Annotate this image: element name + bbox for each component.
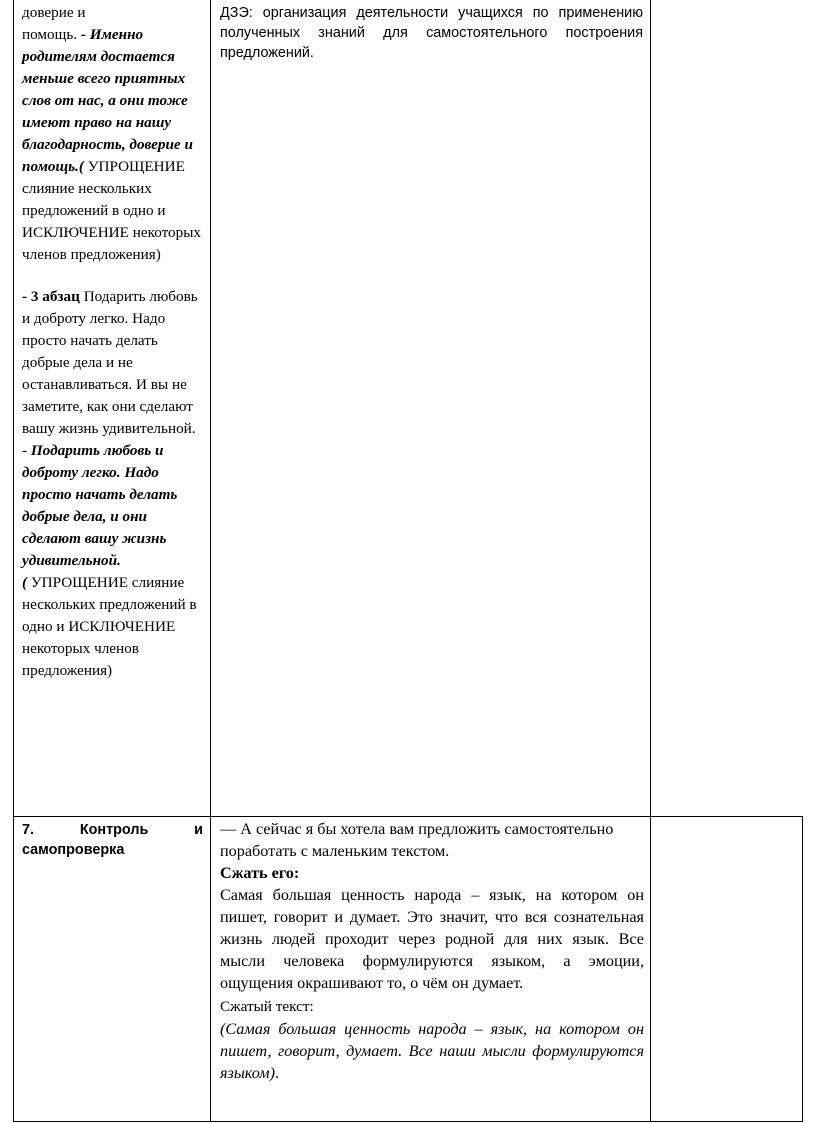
intro-text: доверие и xyxy=(22,4,86,21)
stage-number: 7. xyxy=(22,822,35,838)
compressed-end: . xyxy=(274,1064,280,1082)
paragraph-3 xyxy=(22,286,206,682)
left-border-upper xyxy=(13,0,14,816)
compressed-sentence-1: - Именно родителям достается меньше всего приятных слов от нас, а они тоже имеют право на нашу благодарность, доверие и помощь.( xyxy=(22,26,193,175)
left-border-lower xyxy=(13,816,14,1122)
column-divider-2-upper xyxy=(650,0,651,816)
upper-left-cell xyxy=(22,2,206,682)
task-intro: — А сейчас я бы хотела вам предложить самостоятельно поработать с маленьким текстом. xyxy=(220,820,614,860)
task-heading: Сжать его: xyxy=(220,864,300,882)
upper-right-cell xyxy=(220,3,643,63)
open-paren: ( xyxy=(22,574,28,591)
simplification-note-2: УПРОЩЕНИЕ слияние нескольких предложений в одно и ИСКЛЮЧЕНИЕ некоторых членов предложения) xyxy=(22,574,197,679)
bottom-border xyxy=(13,1121,803,1122)
compressed-sentence-2: Подарить любовь и доброту легко. Надо просто начать делать добрые дела, и они сделают вашу жизнь удивительной. xyxy=(22,442,178,569)
paragraph-3-dash: - xyxy=(22,442,31,459)
compressed-label: Сжатый текст: xyxy=(220,998,314,1015)
intro-text-2: помощь. xyxy=(22,26,81,43)
stage-word-and: и xyxy=(194,822,203,838)
row-divider xyxy=(13,816,803,817)
source-text: Самая большая ценность народа – язык, на котором он пишет, говорит и думает. Это значит, что вся сознательная жизнь людей проходит через родной для них язык. Все мысли человека формулируются языком, а эмоции, ощущения окрашивают то, о чём он думает. xyxy=(220,886,644,992)
paragraph-3-label: - 3 абзац xyxy=(22,288,80,305)
column-divider-1-upper xyxy=(210,0,211,816)
column-divider-2-lower xyxy=(650,816,651,1122)
compressed-text: (Самая большая ценность народа – язык, на котором он пишет, говорит, думает. Все наши мысли формулируются языком) xyxy=(220,1020,644,1082)
task-cell xyxy=(220,818,644,1084)
right-border-lower xyxy=(802,816,803,1122)
dze-description: ДЗЭ: организация деятельности учащихся по применению полученных знаний для самостоятельного построения предложений. xyxy=(220,5,643,61)
parent-paragraph xyxy=(22,2,206,266)
stage-title-line-1 xyxy=(22,820,203,840)
stage-word-control: Контроль xyxy=(79,822,149,838)
simplification-note-1: УПРОЩЕНИЕ слияние нескольких предложений в одно и ИСКЛЮЧЕНИЕ некоторых членов предложения) xyxy=(22,158,202,263)
paragraph-3-text: Подарить любовь и доброту легко. Надо просто начать делать добрые дела и не останавливаться. И вы не заметите, как они сделают вашу жизнь удивительной. xyxy=(22,288,198,437)
stage-cell xyxy=(22,820,203,860)
compressed-text-paragraph xyxy=(220,1018,644,1084)
stage-title-line-2: самопроверка xyxy=(22,842,125,858)
column-divider-1-lower xyxy=(210,816,211,1122)
